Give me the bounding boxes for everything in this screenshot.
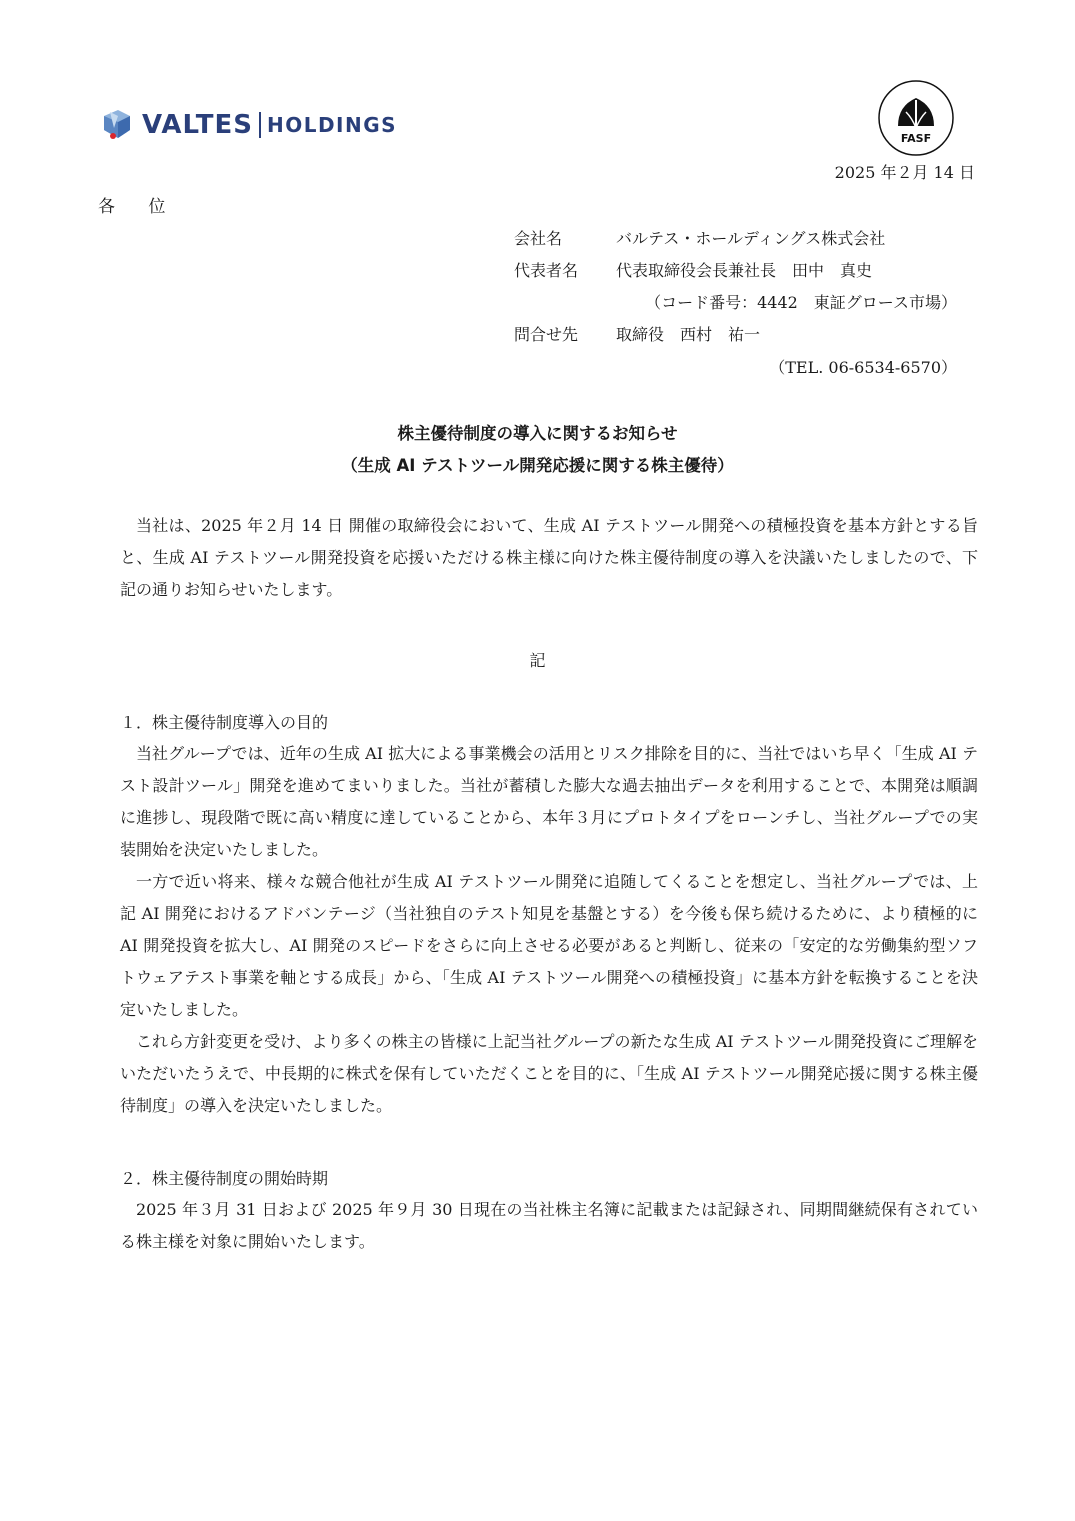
- section2-heading: ２．株主優待制度の開始時期: [120, 1169, 329, 1188]
- document-title: 株主優待制度の導入に関するお知らせ: [397, 424, 678, 443]
- representative-label: 代表者名: [514, 261, 579, 280]
- logo-brand-main: VALTES: [142, 110, 253, 140]
- intro-paragraph-block: [120, 510, 978, 606]
- tel-line: （TEL. 06-6534-6570）: [769, 358, 957, 377]
- section1-paragraph-3: これら方針変更を受け、より多くの株主の皆様に上記当社グループの新たな生成 AI テストツール開発投資にご理解をいただいたうえで、中長期的に株式を保有していただくことを目的に、「生成 AI テストツール開発応援に関する株主優待制度」の導入を決定いたしました。: [120, 1032, 978, 1115]
- company-logo: [100, 108, 397, 142]
- section1-body: [120, 738, 978, 1122]
- contact-label: 問合せ先: [514, 325, 579, 344]
- document-subtitle: （生成 AI テストツール開発応援に関する株主優待）: [341, 456, 734, 475]
- logo-brand-sub: HOLDINGS: [266, 113, 398, 137]
- section2-paragraph-1: 2025 年３月 31 日および 2025 年９月 30 日現在の当社株主名簿に記載または記録され、同期間継続保有されている株主様を対象に開始いたします。: [120, 1200, 978, 1251]
- section1-paragraph-1: 当社グループでは、近年の生成 AI 拡大による事業機会の活用とリスク排除を目的に、当社ではいち早く「生成 AI テスト設計ツール」開発を進めてまいりました。当社が蓄積した膨大な過去抽出データを利用することで、本開発は順調に進捗し、現段階で既に高い精度に達していることから、本年３月にプロトタイプをローンチし、当社グループでの実装開始を決定いたしました。: [120, 744, 978, 859]
- seal-text: FASF: [900, 132, 932, 145]
- logo-separator: [259, 112, 261, 138]
- company-name-value: バルテス・ホールディングス株式会社: [616, 229, 886, 248]
- company-name-label: 会社名: [514, 229, 563, 248]
- ki-marker: 記: [529, 651, 546, 670]
- fasf-seal: [876, 78, 956, 162]
- contact-value: 取締役 西村 祐一: [616, 325, 761, 344]
- section1-heading: １．株主優待制度導入の目的: [120, 713, 329, 732]
- stock-code-line: （コード番号：4442 東証グロース市場）: [645, 293, 957, 312]
- representative-value: 代表取締役会長兼社長 田中 真史: [616, 261, 873, 280]
- document-date: 2025 年２月 14 日: [834, 163, 975, 182]
- addressee: 各 位: [98, 197, 180, 217]
- fasf-seal-icon: [876, 78, 956, 158]
- valtes-logo-icon: [100, 108, 134, 142]
- section2-body: [120, 1194, 978, 1258]
- section1-paragraph-2: 一方で近い将来、様々な競合他社が生成 AI テストツール開発に追随してくることを想定し、当社グループでは、上記 AI 開発におけるアドバンテージ（当社独自のテスト知見を基盤とする）を今後も保ち続けるために、より積極的に AI 開発投資を拡大し、AI 開発のスピードをさらに向上させる必要があると判断し、従来の「安定的な労働集約型ソフトウェアテスト事業を軸とする成長」から、「生成 AI テストツール開発への積極投資」に基本方針を転換することを決定いたしました。: [120, 872, 978, 1019]
- intro-paragraph: 当社は、2025 年２月 14 日 開催の取締役会において、生成 AI テストツール開発への積極投資を基本方針とする旨と、生成 AI テストツール開発投資を応援いただける株主様に向けた株主優待制度の導入を決議いたしましたので、下記の通りお知らせいたします。: [120, 516, 978, 599]
